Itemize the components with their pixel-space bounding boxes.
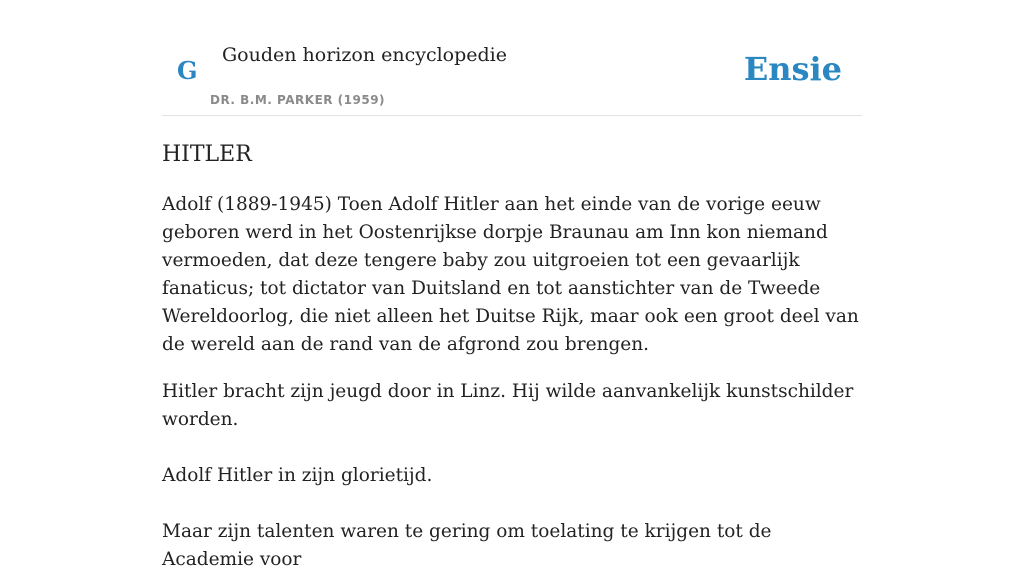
image-caption: Adolf Hitler in zijn glorietijd.: [162, 465, 433, 486]
content-column: [162, 0, 862, 574]
source-logo[interactable]: G: [177, 56, 198, 85]
article-paragraph-2: Hitler bracht zijn jeugd door in Linz. Hij wilde aanvankelijk kunstschilder worden.: [162, 381, 854, 430]
source-title-link[interactable]: Gouden horizon encyclopedie: [222, 44, 507, 66]
source-header: [162, 0, 862, 116]
article-heading: HITLER: [162, 142, 252, 167]
article-paragraph-1: Adolf (1889-1945) Toen Adolf Hitler aan het einde van de vorige eeuw geboren werd in het Oostenrijkse dorpje Braunau am Inn kon niemand vermoeden, dat deze tengere baby zou uitgroeien tot een gevaarlijk fanaticus; tot dictator van Duitsland en tot aanstichter van de Tweede Wereldoorlog, die niet alleen het Duitse Rijk, maar ook een groot deel van de wereld aan de rand van de afgrond zou brengen.: [162, 194, 859, 355]
ensie-brand-logo[interactable]: Ensie: [743, 50, 842, 88]
article-paragraph-3: Maar zijn talenten waren te gering om toelating te krijgen tot de Academie voor: [162, 521, 772, 570]
source-author: DR. B.M. PARKER (1959): [210, 93, 386, 107]
